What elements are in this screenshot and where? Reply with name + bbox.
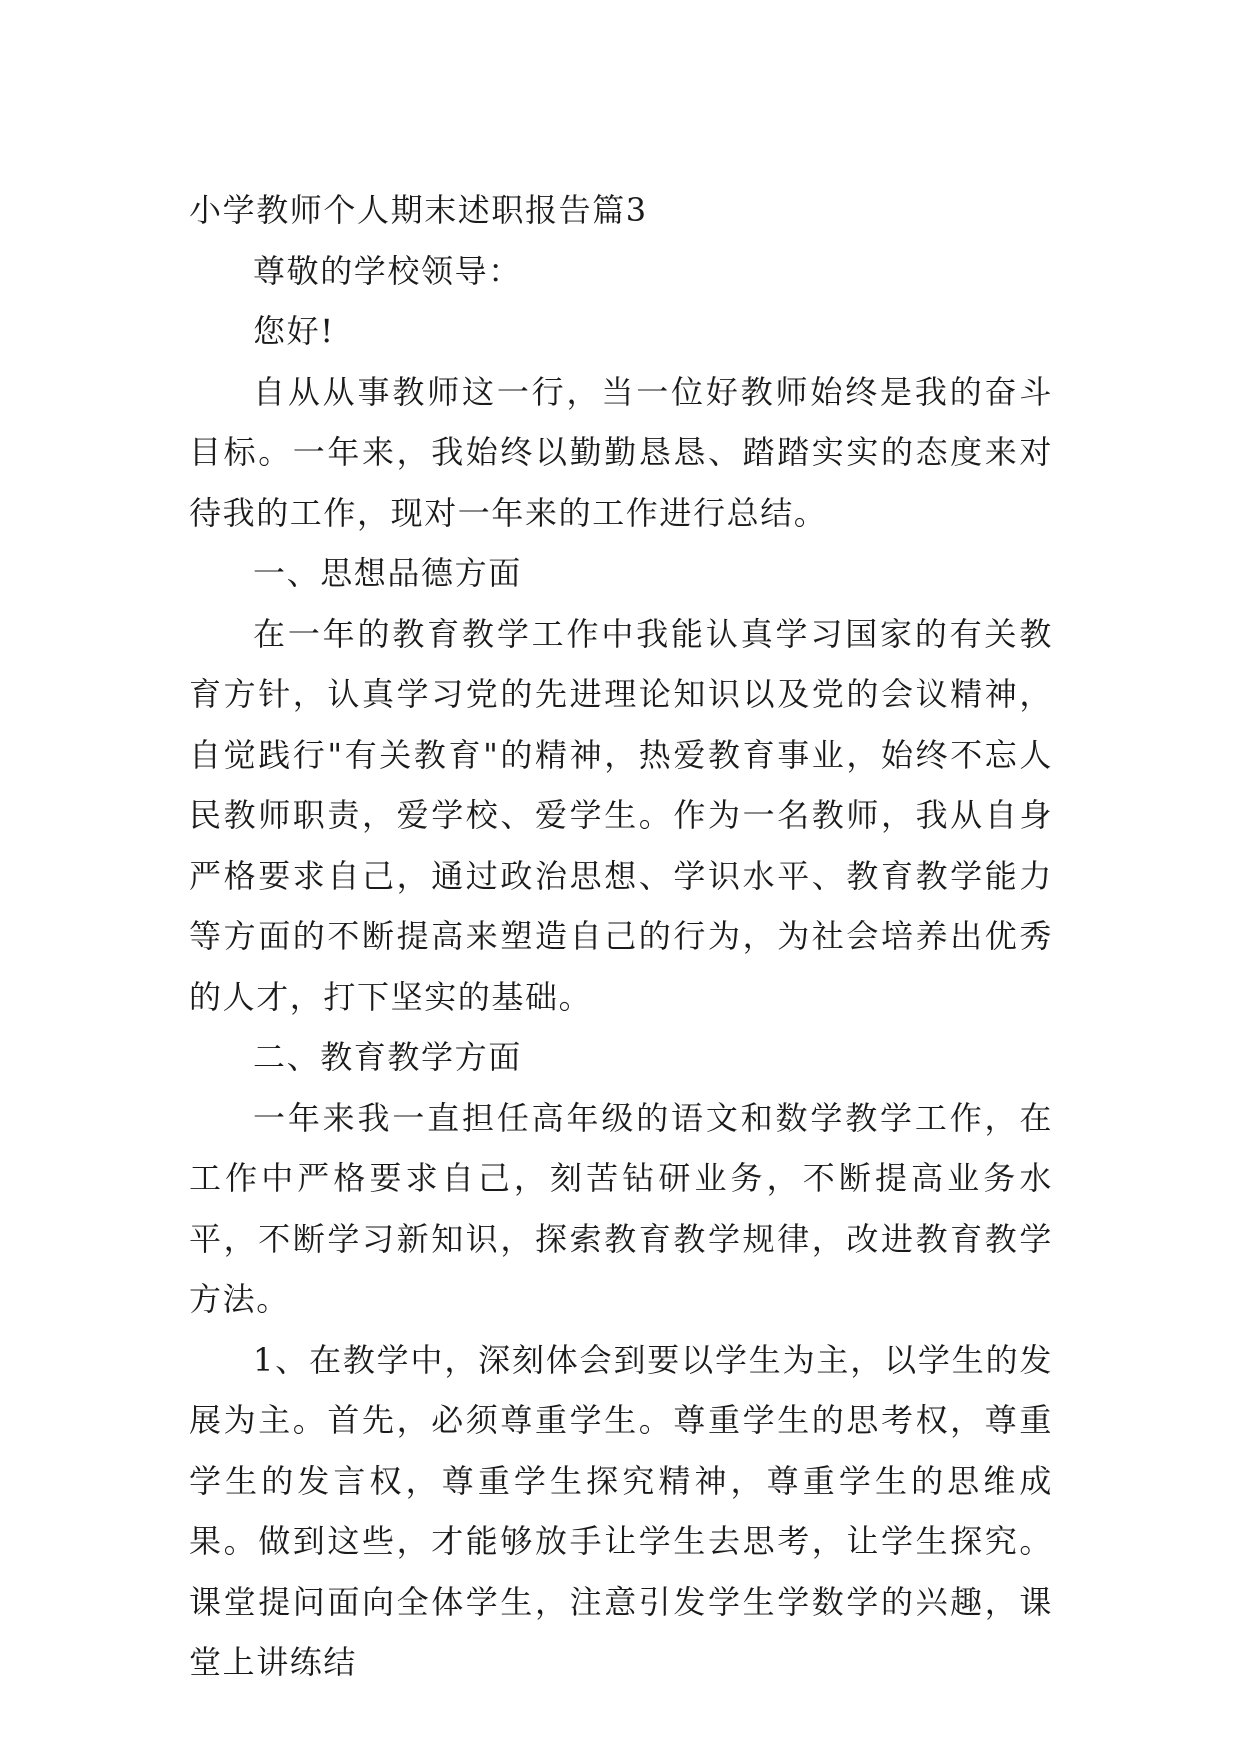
paragraph-point-1: 1、在教学中，深刻体会到要以学生为主，以学生的发展为主。首先，必须尊重学生。尊重学生的思考权，尊重学生的发言权，尊重学生探究精神，尊重学生的思维成果。做到这些，才能够放手让学生去思考，让学生探究。课堂提问面向全体学生，注意引发学生学数学的兴趣，课堂上讲练结 <box>189 1340 1053 1681</box>
section-heading-teaching: 二、教育教学方面 <box>253 1038 522 1076</box>
document-title: 小学教师个人期末述职报告篇3 <box>189 191 648 229</box>
paragraph-teaching: 一年来我一直担任高年级的语文和数学教学工作，在工作中严格要求自己，刻苦钻研业务，不断提高业务水平，不断学习新知识，探索教育教学规律，改进教育教学方法。 <box>189 1098 1053 1318</box>
paragraph-intro: 自从从事教师这一行，当一位好教师始终是我的奋斗目标。一年来，我始终以勤勤恳恳、踏踏实实的态度来对待我的工作，现对一年来的工作进行总结。 <box>189 372 1053 532</box>
salutation: 您好! <box>253 312 335 350</box>
greeting: 尊敬的学校领导： <box>253 251 522 290</box>
document-body <box>189 180 1053 1693</box>
paragraph-ideology: 在一年的教育教学工作中我能认真学习国家的有关教育方针，认真学习党的先进理论知识以及党的会议精神，自觉践行"有关教育"的精神，热爱教育事业，始终不忘人民教师职责，爱学校、爱学生。作为一名教师，我从自身严格要求自己，通过政治思想、学识水平、教育教学能力等方面的不断提高来塑造自己的行为，为社会培养出优秀的人才，打下坚实的基础。 <box>189 614 1053 1016</box>
section-heading-ideology: 一、思想品德方面 <box>253 554 522 592</box>
